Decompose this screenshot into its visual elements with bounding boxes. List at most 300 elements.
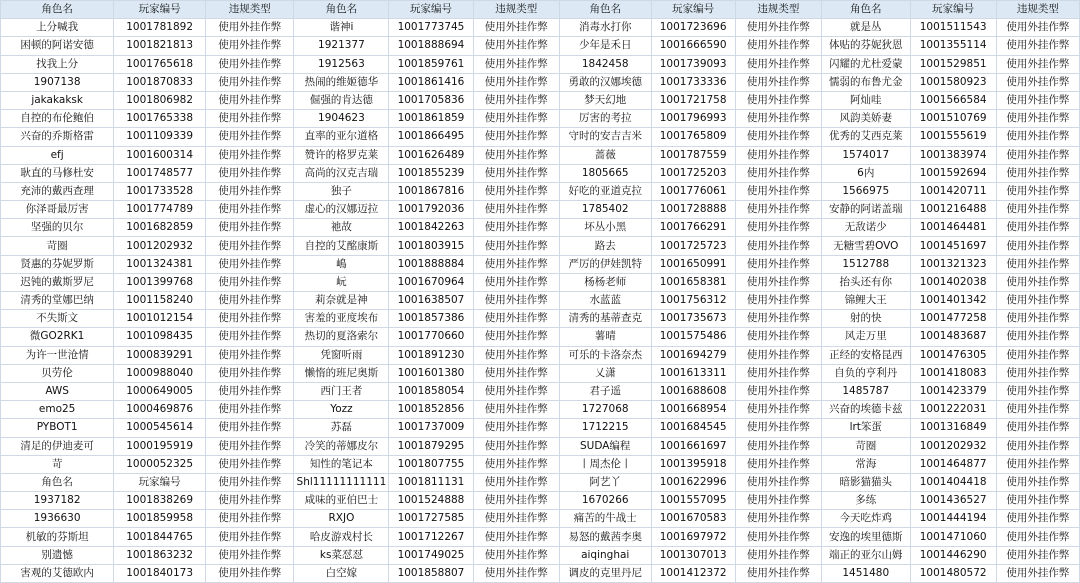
table-cell[interactable]: 使用外挂作弊 [473, 364, 559, 382]
table-cell[interactable]: 1001399768 [114, 273, 206, 291]
table-cell[interactable]: 使用外挂作弊 [996, 91, 1079, 109]
table-cell[interactable]: 1001842263 [389, 219, 473, 237]
table-cell[interactable]: 使用外挂作弊 [735, 455, 821, 473]
table-cell[interactable]: 岏 [294, 273, 389, 291]
table-cell[interactable]: 苛圈 [822, 437, 910, 455]
table-cell[interactable]: 哈皮游戏村长 [294, 528, 389, 546]
table-cell[interactable]: 消毒水打你 [559, 19, 651, 37]
table-cell[interactable]: 使用外挂作弊 [205, 19, 293, 37]
table-cell[interactable]: 1001471060 [910, 528, 996, 546]
table-cell[interactable]: 为许一世沧情 [1, 346, 114, 364]
table-cell[interactable]: 赞许的格罗克莱 [294, 146, 389, 164]
table-cell[interactable]: 使用外挂作弊 [205, 528, 293, 546]
table-cell[interactable]: 1001725203 [651, 164, 735, 182]
table-cell[interactable]: 使用外挂作弊 [735, 364, 821, 382]
table-cell[interactable]: 使用外挂作弊 [996, 564, 1079, 582]
table-cell[interactable]: 1001867816 [389, 182, 473, 200]
table-cell[interactable]: 使用外挂作弊 [473, 128, 559, 146]
table-cell[interactable]: 1001766291 [651, 219, 735, 237]
table-cell[interactable]: 1001202932 [114, 237, 206, 255]
table-cell[interactable]: 使用外挂作弊 [473, 37, 559, 55]
table-cell[interactable]: 1727068 [559, 401, 651, 419]
table-cell[interactable]: 1001575486 [651, 328, 735, 346]
table-cell[interactable]: 使用外挂作弊 [473, 110, 559, 128]
table-cell[interactable]: 1912563 [294, 55, 389, 73]
table-cell[interactable]: 1001723696 [651, 19, 735, 37]
table-cell[interactable]: 1001803915 [389, 237, 473, 255]
table-cell[interactable]: 使用外挂作弊 [473, 492, 559, 510]
table-cell[interactable]: 贝劳伦 [1, 364, 114, 382]
table-cell[interactable]: 虚心的汉娜迈拉 [294, 201, 389, 219]
column-header[interactable]: 违规类型 [473, 1, 559, 19]
table-cell[interactable]: 1001694279 [651, 346, 735, 364]
table-cell[interactable]: 热切的夏洛索尔 [294, 328, 389, 346]
table-cell[interactable]: 玩家编号 [114, 473, 206, 491]
table-cell[interactable]: 端正的亚尔山姆 [822, 546, 910, 564]
table-cell[interactable]: 1001626489 [389, 146, 473, 164]
table-cell[interactable]: 使用外挂作弊 [473, 310, 559, 328]
column-header[interactable]: 角色名 [559, 1, 651, 19]
table-cell[interactable]: 兴奋的埃德卡兹 [822, 401, 910, 419]
table-cell[interactable]: 苛 [1, 455, 114, 473]
table-cell[interactable]: 使用外挂作弊 [205, 219, 293, 237]
table-cell[interactable]: 1001444194 [910, 510, 996, 528]
table-cell[interactable]: 使用外挂作弊 [473, 455, 559, 473]
table-cell[interactable]: 梦天幻地 [559, 91, 651, 109]
table-cell[interactable]: 使用外挂作弊 [735, 310, 821, 328]
table-cell[interactable]: 使用外挂作弊 [996, 346, 1079, 364]
table-cell[interactable]: 丨周杰伦丨 [559, 455, 651, 473]
table-cell[interactable]: 1001321323 [910, 255, 996, 273]
table-cell[interactable]: 使用外挂作弊 [205, 437, 293, 455]
table-cell[interactable]: 使用外挂作弊 [996, 328, 1079, 346]
table-cell[interactable]: 1001888884 [389, 255, 473, 273]
table-cell[interactable]: 使用外挂作弊 [473, 328, 559, 346]
table-cell[interactable]: 使用外挂作弊 [735, 346, 821, 364]
table-cell[interactable]: 使用外挂作弊 [996, 310, 1079, 328]
table-cell[interactable]: 害观的艾德欧内 [1, 564, 114, 582]
table-cell[interactable]: 1000649005 [114, 382, 206, 400]
table-cell[interactable]: 使用外挂作弊 [205, 492, 293, 510]
table-cell[interactable]: 莉奈就是神 [294, 292, 389, 310]
table-cell[interactable]: 1001811131 [389, 473, 473, 491]
table-cell[interactable]: 使用外挂作弊 [996, 455, 1079, 473]
table-cell[interactable]: 冷笑的蒂娜皮尔 [294, 437, 389, 455]
table-cell[interactable]: 1001580923 [910, 73, 996, 91]
table-cell[interactable]: 独子 [294, 182, 389, 200]
table-cell[interactable]: 使用外挂作弊 [205, 201, 293, 219]
table-cell[interactable]: 杨杨老师 [559, 273, 651, 291]
table-cell[interactable]: 1001670964 [389, 273, 473, 291]
table-cell[interactable]: 安静的阿诺盖瑞 [822, 201, 910, 219]
table-cell[interactable]: 抬头还有你 [822, 273, 910, 291]
table-cell[interactable]: 1001412372 [651, 564, 735, 582]
table-cell[interactable]: 使用外挂作弊 [735, 273, 821, 291]
table-cell[interactable]: 使用外挂作弊 [996, 55, 1079, 73]
table-cell[interactable]: 1001451697 [910, 237, 996, 255]
table-cell[interactable]: 1001600314 [114, 146, 206, 164]
table-cell[interactable]: 1001307013 [651, 546, 735, 564]
table-cell[interactable]: 使用外挂作弊 [473, 273, 559, 291]
table-cell[interactable]: 使用外挂作弊 [735, 382, 821, 400]
table-cell[interactable]: 使用外挂作弊 [205, 146, 293, 164]
table-cell[interactable]: 1001601380 [389, 364, 473, 382]
table-cell[interactable]: 1001524888 [389, 492, 473, 510]
table-cell[interactable]: 使用外挂作弊 [205, 273, 293, 291]
table-cell[interactable]: 1001316849 [910, 419, 996, 437]
table-cell[interactable]: 使用外挂作弊 [996, 528, 1079, 546]
table-cell[interactable]: 苏磊 [294, 419, 389, 437]
table-cell[interactable]: 1001661697 [651, 437, 735, 455]
table-cell[interactable]: 1001838269 [114, 492, 206, 510]
table-cell[interactable]: 1001863232 [114, 546, 206, 564]
table-cell[interactable]: 1566975 [822, 182, 910, 200]
table-cell[interactable]: 1001770660 [389, 328, 473, 346]
table-cell[interactable]: 不失斯文 [1, 310, 114, 328]
table-cell[interactable]: 1001446290 [910, 546, 996, 564]
column-header[interactable]: 违规类型 [205, 1, 293, 19]
table-cell[interactable]: 1001806982 [114, 91, 206, 109]
table-cell[interactable]: 使用外挂作弊 [996, 164, 1079, 182]
column-header[interactable]: 玩家编号 [651, 1, 735, 19]
table-cell[interactable]: 使用外挂作弊 [735, 419, 821, 437]
table-cell[interactable]: 使用外挂作弊 [996, 128, 1079, 146]
table-cell[interactable]: 1001859761 [389, 55, 473, 73]
table-cell[interactable]: 1001857386 [389, 310, 473, 328]
table-cell[interactable]: 使用外挂作弊 [473, 255, 559, 273]
table-cell[interactable]: 1001418083 [910, 364, 996, 382]
table-cell[interactable]: 使用外挂作弊 [996, 237, 1079, 255]
table-cell[interactable]: 使用外挂作弊 [205, 292, 293, 310]
table-cell[interactable]: 使用外挂作弊 [473, 346, 559, 364]
table-cell[interactable]: 1001733528 [114, 182, 206, 200]
table-cell[interactable]: 1001401342 [910, 292, 996, 310]
table-cell[interactable]: 勇敢的汉娜埃德 [559, 73, 651, 91]
table-cell[interactable]: 使用外挂作弊 [473, 237, 559, 255]
table-cell[interactable]: lrt笨蛋 [822, 419, 910, 437]
table-cell[interactable]: 困顿的阿诺安德 [1, 37, 114, 55]
table-cell[interactable]: 使用外挂作弊 [735, 401, 821, 419]
table-cell[interactable]: 凭窗听雨 [294, 346, 389, 364]
table-cell[interactable]: 1001510769 [910, 110, 996, 128]
table-cell[interactable]: 上分喊我 [1, 19, 114, 37]
table-cell[interactable]: 1001787559 [651, 146, 735, 164]
table-cell[interactable]: 使用外挂作弊 [205, 91, 293, 109]
table-cell[interactable]: 使用外挂作弊 [996, 437, 1079, 455]
table-cell[interactable]: 1001436527 [910, 492, 996, 510]
table-cell[interactable]: 水蓝蓝 [559, 292, 651, 310]
table-cell[interactable]: 使用外挂作弊 [205, 401, 293, 419]
table-cell[interactable]: 1001756312 [651, 292, 735, 310]
table-cell[interactable]: 1001012154 [114, 310, 206, 328]
table-cell[interactable]: 1001483687 [910, 328, 996, 346]
table-cell[interactable]: 1001705836 [389, 91, 473, 109]
table-cell[interactable]: 使用外挂作弊 [735, 328, 821, 346]
table-cell[interactable]: 6内 [822, 164, 910, 182]
table-cell[interactable]: 使用外挂作弊 [205, 455, 293, 473]
table-cell[interactable]: 1001807755 [389, 455, 473, 473]
table-cell[interactable]: 使用外挂作弊 [205, 128, 293, 146]
table-cell[interactable]: RXJO [294, 510, 389, 528]
table-cell[interactable]: 守时的安吉吉米 [559, 128, 651, 146]
table-cell[interactable]: 害羞的亚度埃布 [294, 310, 389, 328]
table-cell[interactable]: 使用外挂作弊 [205, 510, 293, 528]
table-cell[interactable]: Yozz [294, 401, 389, 419]
table-cell[interactable]: 1001666590 [651, 37, 735, 55]
table-cell[interactable]: 1001684545 [651, 419, 735, 437]
table-cell[interactable]: 1936630 [1, 510, 114, 528]
table-cell[interactable]: 1001888694 [389, 37, 473, 55]
table-cell[interactable]: 1001404418 [910, 473, 996, 491]
table-cell[interactable]: 1001861416 [389, 73, 473, 91]
table-cell[interactable]: 使用外挂作弊 [735, 128, 821, 146]
table-cell[interactable]: 1001592694 [910, 164, 996, 182]
column-header[interactable]: 玩家编号 [389, 1, 473, 19]
table-cell[interactable]: 1000839291 [114, 346, 206, 364]
table-cell[interactable]: 使用外挂作弊 [996, 364, 1079, 382]
table-cell[interactable]: 使用外挂作弊 [473, 19, 559, 37]
table-cell[interactable]: 使用外挂作弊 [735, 19, 821, 37]
table-cell[interactable]: 使用外挂作弊 [473, 182, 559, 200]
table-cell[interactable]: 1001688608 [651, 382, 735, 400]
table-cell[interactable]: 使用外挂作弊 [735, 237, 821, 255]
table-cell[interactable]: 使用外挂作弊 [205, 382, 293, 400]
table-cell[interactable]: 1001420711 [910, 182, 996, 200]
table-cell[interactable]: 1001109339 [114, 128, 206, 146]
table-cell[interactable]: 射的快 [822, 310, 910, 328]
table-cell[interactable]: 1904623 [294, 110, 389, 128]
table-cell[interactable]: 使用外挂作弊 [473, 292, 559, 310]
table-cell[interactable]: 1001774789 [114, 201, 206, 219]
table-cell[interactable]: 使用外挂作弊 [735, 164, 821, 182]
table-cell[interactable]: 路去 [559, 237, 651, 255]
table-cell[interactable]: 倔强的肯达德 [294, 91, 389, 109]
table-cell[interactable]: 蔷薇 [559, 146, 651, 164]
table-cell[interactable]: 使用外挂作弊 [735, 37, 821, 55]
table-cell[interactable]: 使用外挂作弊 [205, 546, 293, 564]
table-cell[interactable]: ks菜怼怼 [294, 546, 389, 564]
table-cell[interactable]: 使用外挂作弊 [735, 182, 821, 200]
table-cell[interactable]: 1485787 [822, 382, 910, 400]
table-cell[interactable]: 使用外挂作弊 [205, 473, 293, 491]
table-cell[interactable]: 祂故 [294, 219, 389, 237]
table-cell[interactable]: 1001658381 [651, 273, 735, 291]
table-cell[interactable]: 使用外挂作弊 [735, 510, 821, 528]
table-cell[interactable]: 使用外挂作弊 [996, 201, 1079, 219]
table-cell[interactable]: 使用外挂作弊 [473, 473, 559, 491]
table-cell[interactable]: 充沛的戴西查理 [1, 182, 114, 200]
table-cell[interactable]: 使用外挂作弊 [996, 382, 1079, 400]
table-cell[interactable]: 优秀的艾西克莱 [822, 128, 910, 146]
table-cell[interactable]: 使用外挂作弊 [473, 91, 559, 109]
table-cell[interactable]: 使用外挂作弊 [735, 146, 821, 164]
table-cell[interactable]: SUDA编程 [559, 437, 651, 455]
table-cell[interactable]: 热闹的维姬德华 [294, 73, 389, 91]
table-cell[interactable]: 无糖雪碧OVO [822, 237, 910, 255]
table-cell[interactable]: 使用外挂作弊 [996, 255, 1079, 273]
column-header[interactable]: 角色名 [822, 1, 910, 19]
table-cell[interactable]: 1001796993 [651, 110, 735, 128]
table-cell[interactable]: 1001891230 [389, 346, 473, 364]
table-cell[interactable]: 微GO2RK1 [1, 328, 114, 346]
table-cell[interactable]: 使用外挂作弊 [735, 564, 821, 582]
table-cell[interactable]: 使用外挂作弊 [205, 237, 293, 255]
table-cell[interactable]: 厉害的考拉 [559, 110, 651, 128]
table-cell[interactable]: 高尚的汉克吉瑞 [294, 164, 389, 182]
column-header[interactable]: 违规类型 [996, 1, 1079, 19]
table-cell[interactable]: 风走万里 [822, 328, 910, 346]
table-cell[interactable]: 1921377 [294, 37, 389, 55]
table-cell[interactable]: 1001613311 [651, 364, 735, 382]
table-cell[interactable]: 1001423379 [910, 382, 996, 400]
table-cell[interactable]: 1001739093 [651, 55, 735, 73]
table-cell[interactable]: 1937182 [1, 492, 114, 510]
column-header[interactable]: 玩家编号 [114, 1, 206, 19]
table-cell[interactable]: 1001776061 [651, 182, 735, 200]
table-cell[interactable]: 使用外挂作弊 [735, 255, 821, 273]
table-cell[interactable]: 1001866495 [389, 128, 473, 146]
table-cell[interactable]: 使用外挂作弊 [735, 292, 821, 310]
table-cell[interactable]: 咸味的亚伯巴士 [294, 492, 389, 510]
table-cell[interactable]: 白空嫁 [294, 564, 389, 582]
table-cell[interactable]: 1000469876 [114, 401, 206, 419]
table-cell[interactable]: 使用外挂作弊 [996, 73, 1079, 91]
table-cell[interactable]: 1712215 [559, 419, 651, 437]
table-cell[interactable]: 自控的布伦鲍伯 [1, 110, 114, 128]
table-cell[interactable]: 易怒的戴茜李奥 [559, 528, 651, 546]
table-cell[interactable]: 1001670583 [651, 510, 735, 528]
table-cell[interactable]: 使用外挂作弊 [996, 182, 1079, 200]
table-cell[interactable]: 多练 [822, 492, 910, 510]
table-cell[interactable]: 使用外挂作弊 [473, 73, 559, 91]
table-cell[interactable]: 可乐的卡洛奈杰 [559, 346, 651, 364]
table-cell[interactable]: 使用外挂作弊 [473, 146, 559, 164]
table-cell[interactable]: 使用外挂作弊 [996, 110, 1079, 128]
table-cell[interactable]: 1001844765 [114, 528, 206, 546]
table-cell[interactable]: 1001511543 [910, 19, 996, 37]
table-cell[interactable]: 1001395918 [651, 455, 735, 473]
table-cell[interactable]: 1574017 [822, 146, 910, 164]
table-cell[interactable]: 1001566584 [910, 91, 996, 109]
table-cell[interactable]: 常海 [822, 455, 910, 473]
table-cell[interactable]: 使用外挂作弊 [735, 219, 821, 237]
table-cell[interactable]: 别遗憾 [1, 546, 114, 564]
table-cell[interactable]: 使用外挂作弊 [996, 401, 1079, 419]
table-cell[interactable]: 1001216488 [910, 201, 996, 219]
table-cell[interactable]: 坚强的贝尔 [1, 219, 114, 237]
table-cell[interactable]: 阿艺丫 [559, 473, 651, 491]
table-cell[interactable]: 好吃的亚道克拉 [559, 182, 651, 200]
table-cell[interactable]: 少年是禾日 [559, 37, 651, 55]
table-cell[interactable]: 清秀的堂娜巴纳 [1, 292, 114, 310]
table-cell[interactable]: aiqinghai [559, 546, 651, 564]
table-cell[interactable]: 懒惰的班尼奥斯 [294, 364, 389, 382]
table-cell[interactable]: 使用外挂作弊 [735, 73, 821, 91]
table-cell[interactable]: 今天吃炸鸡 [822, 510, 910, 528]
table-cell[interactable]: 1001792036 [389, 201, 473, 219]
table-cell[interactable]: 1451480 [822, 564, 910, 582]
table-cell[interactable]: 迟钝的戴斯罗尼 [1, 273, 114, 291]
table-cell[interactable]: 使用外挂作弊 [996, 37, 1079, 55]
table-cell[interactable]: 1001158240 [114, 292, 206, 310]
table-cell[interactable]: 1001324381 [114, 255, 206, 273]
table-cell[interactable]: 1907138 [1, 73, 114, 91]
table-cell[interactable]: 1000545614 [114, 419, 206, 437]
table-cell[interactable]: 1785402 [559, 201, 651, 219]
table-cell[interactable]: 坏丛小黑 [559, 219, 651, 237]
table-cell[interactable]: 安逸的埃里德斯 [822, 528, 910, 546]
table-cell[interactable]: 使用外挂作弊 [205, 328, 293, 346]
table-cell[interactable]: 使用外挂作弊 [205, 364, 293, 382]
table-cell[interactable]: 1001638507 [389, 292, 473, 310]
table-cell[interactable]: 使用外挂作弊 [996, 273, 1079, 291]
table-cell[interactable]: 使用外挂作弊 [735, 473, 821, 491]
table-cell[interactable]: 1001721758 [651, 91, 735, 109]
table-cell[interactable]: 使用外挂作弊 [205, 419, 293, 437]
table-cell[interactable]: 薯晴 [559, 328, 651, 346]
table-cell[interactable]: 使用外挂作弊 [473, 564, 559, 582]
table-cell[interactable]: 1001852856 [389, 401, 473, 419]
table-cell[interactable]: 耿直的马修杜安 [1, 164, 114, 182]
table-cell[interactable]: 使用外挂作弊 [735, 528, 821, 546]
table-cell[interactable]: 1001529851 [910, 55, 996, 73]
table-cell[interactable]: 1001622996 [651, 473, 735, 491]
table-cell[interactable]: 使用外挂作弊 [205, 182, 293, 200]
table-cell[interactable]: 1001728888 [651, 201, 735, 219]
table-cell[interactable]: 1001477258 [910, 310, 996, 328]
table-cell[interactable]: jakakaksk [1, 91, 114, 109]
table-cell[interactable]: 自控的艾酩康斯 [294, 237, 389, 255]
table-cell[interactable]: 1001773745 [389, 19, 473, 37]
table-cell[interactable]: 痛苦的牛战士 [559, 510, 651, 528]
table-cell[interactable]: AWS [1, 382, 114, 400]
table-cell[interactable]: 自负的亨利丹 [822, 364, 910, 382]
table-cell[interactable]: 1001765809 [651, 128, 735, 146]
table-cell[interactable]: 体贴的芬妮狄恩 [822, 37, 910, 55]
table-cell[interactable]: 嶋 [294, 255, 389, 273]
table-cell[interactable]: 清足的伊迪麦可 [1, 437, 114, 455]
table-cell[interactable]: 使用外挂作弊 [205, 310, 293, 328]
table-cell[interactable]: 使用外挂作弊 [996, 19, 1079, 37]
table-cell[interactable]: 使用外挂作弊 [996, 473, 1079, 491]
table-cell[interactable]: 找我上分 [1, 55, 114, 73]
table-cell[interactable]: 懦弱的布鲁尤金 [822, 73, 910, 91]
table-cell[interactable]: 1001821813 [114, 37, 206, 55]
table-cell[interactable]: 闪耀的尤杜爱蒙 [822, 55, 910, 73]
table-cell[interactable]: 使用外挂作弊 [473, 528, 559, 546]
table-cell[interactable]: 使用外挂作弊 [735, 201, 821, 219]
table-cell[interactable]: 1001725723 [651, 237, 735, 255]
table-cell[interactable]: 使用外挂作弊 [473, 382, 559, 400]
table-cell[interactable]: 使用外挂作弊 [205, 564, 293, 582]
table-cell[interactable]: 使用外挂作弊 [205, 55, 293, 73]
table-cell[interactable]: 1001697972 [651, 528, 735, 546]
table-cell[interactable]: 1001879295 [389, 437, 473, 455]
table-cell[interactable]: 你泽哥最厉害 [1, 201, 114, 219]
table-cell[interactable]: 1001555619 [910, 128, 996, 146]
table-cell[interactable]: 1001765618 [114, 55, 206, 73]
table-cell[interactable]: 使用外挂作弊 [473, 419, 559, 437]
table-cell[interactable]: 1001712267 [389, 528, 473, 546]
table-cell[interactable]: 机敏的芬斯坦 [1, 528, 114, 546]
table-cell[interactable]: 使用外挂作弊 [735, 546, 821, 564]
table-cell[interactable]: 使用外挂作弊 [735, 492, 821, 510]
table-cell[interactable]: 知性的笔记本 [294, 455, 389, 473]
table-cell[interactable]: 使用外挂作弊 [205, 164, 293, 182]
table-cell[interactable]: 使用外挂作弊 [996, 219, 1079, 237]
table-cell[interactable]: 1001098435 [114, 328, 206, 346]
table-cell[interactable]: 1001781892 [114, 19, 206, 37]
